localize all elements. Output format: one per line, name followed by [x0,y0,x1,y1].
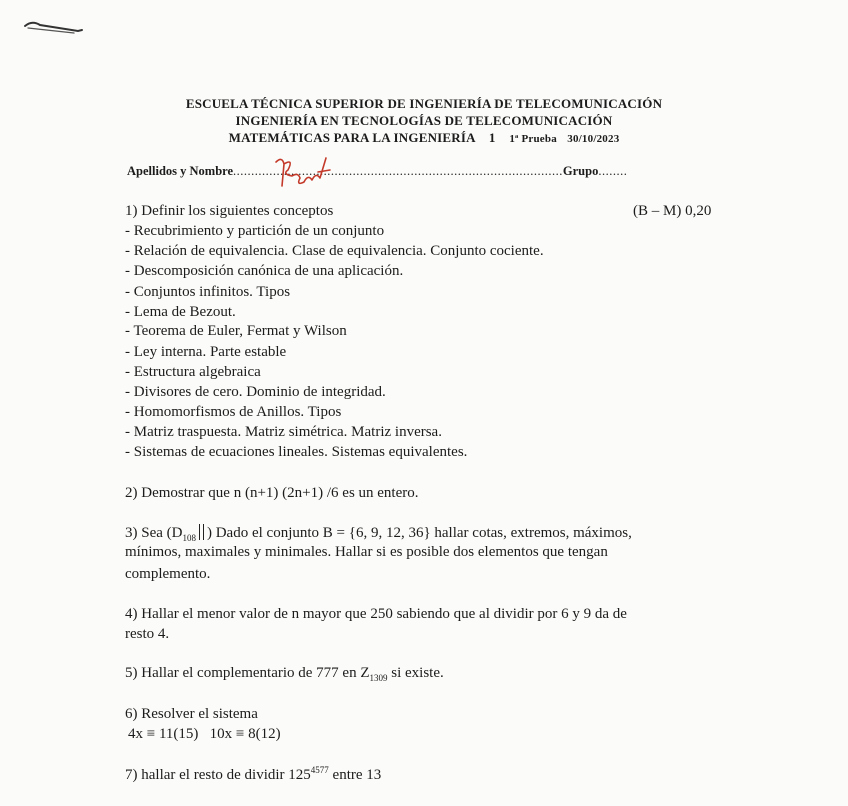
concept-item: - Teorema de Euler, Fermat y Wilson [125,323,347,339]
question-7: 7) hallar el resto de dividir $125^{4577}$ entre 13 [125,765,382,783]
handwritten-signature [268,152,340,192]
question-1-title: 1) Definir los siguientes conceptos [125,203,334,219]
question-3-line-1: 3) Sea ($D_{108}$ ) Dado el conjunto B = {6, 9, 12, 36} hallar cotas, extremos, máximos, [125,525,632,543]
course-number: 1 [488,130,496,145]
question-6-system [128,726,281,743]
question-1-score: (B – M) 0,20 [633,203,712,219]
name-line: Apellidos y Nombre...........................................................................................Grupo........ [127,164,628,178]
concept-item: - Sistemas de ecuaciones lineales. Sistemas equivalentes. [125,444,468,460]
concept-item: - Conjuntos infinitos. Tipos [125,284,291,300]
concept-item: - Lema de Bezout. [125,304,236,320]
question-3-line-3: complemento. [125,566,211,582]
concept-item: - Relación de equivalencia. Clase de equivalencia. Conjunto cociente. [125,243,544,259]
corner-scribble [22,14,86,38]
concept-item: - Matriz traspuesta. Matriz simétrica. Matriz inversa. [125,424,442,440]
school-title: ESCUELA TÉCNICA SUPERIOR DE INGENIERÍA DE TELECOMUNICACIÓN [185,96,663,111]
concept-item: - Recubrimiento y partición de un conjunto [125,223,385,239]
concept-item: - Ley interna. Parte estable [125,344,287,360]
exam-date: 30/10/2023 [567,133,620,145]
concept-item: - Divisores de cero. Dominio de integridad. [125,384,386,400]
group-label: Grupo [562,164,599,178]
question-6-title: 6) Resolver el sistema [125,706,258,722]
equation-1: 4x ≡ 11(15) [128,726,199,742]
question-4-line-1: 4) Hallar el menor valor de n mayor que 250 sabiendo que al dividir por 6 y 9 da de [125,606,627,622]
question-3-line-2: mínimos, maximales y minimales. Hallar si es posible dos elementos que tengan [125,544,608,560]
name-label: Apellidos y Nombre [127,164,234,178]
subject-line [0,130,848,146]
concept-item: - Descomposición canónica de una aplicación. [125,263,404,279]
concept-item: - Homomorfismos de Anillos. Tipos [125,404,342,420]
degree-title: INGENIERÍA EN TECNOLOGÍAS DE TELECOMUNICACIÓN [235,113,613,128]
question-2: 2) Demostrar que n (n+1) (2n+1) /6 es un entero. [125,485,419,501]
test-label: 1ª Prueba [509,133,557,145]
equation-2: 10x ≡ 8(12) [209,726,281,742]
subject-name: MATEMÁTICAS PARA LA INGENIERÍA [228,130,476,145]
question-5: 5) Hallar el complementario de 777 en $Z_{1309}$ si existe. [125,665,444,683]
concept-item: - Estructura algebraica [125,364,261,380]
question-4-line-2: resto 4. [125,626,170,642]
